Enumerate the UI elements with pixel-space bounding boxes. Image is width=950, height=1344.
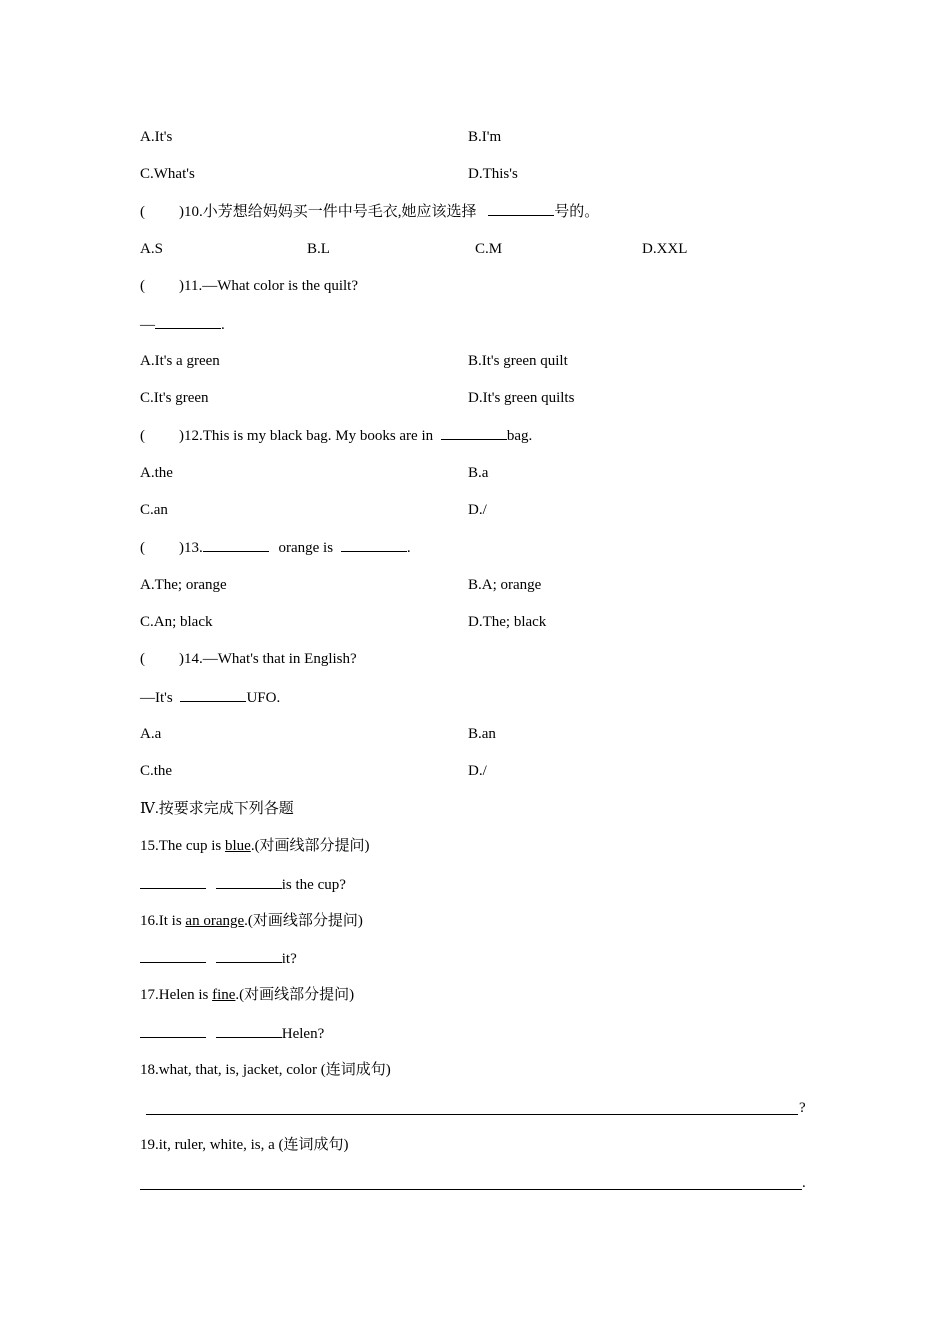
q15-underlined: blue bbox=[224, 838, 251, 854]
q12-option-d: D./ bbox=[468, 502, 487, 518]
q10-question bbox=[140, 201, 599, 221]
q16-pre: 16.It is bbox=[140, 913, 186, 929]
q10-answer-blank[interactable] bbox=[488, 201, 554, 216]
q19-end-mark: . bbox=[802, 1175, 806, 1191]
q16-underlined: an orange bbox=[185, 913, 245, 929]
q13-option-a: A.The; orange bbox=[140, 577, 227, 593]
q17-answer-line bbox=[140, 1023, 324, 1043]
q11-option-b: B.It's green quilt bbox=[468, 353, 568, 369]
q12-text: )12.This is my black bag. My books are in bbox=[179, 428, 434, 444]
q15-pre: 15.The cup is bbox=[140, 838, 225, 854]
q11-reply-dash: — bbox=[140, 317, 155, 333]
q19-answer-line[interactable] bbox=[140, 1189, 802, 1190]
q10-option-c: C.M bbox=[475, 241, 503, 257]
q17-post: .(对画线部分提问) bbox=[235, 987, 355, 1003]
q17-underlined: fine bbox=[212, 987, 236, 1003]
q10-option-a: A.S bbox=[140, 241, 163, 257]
q12-open-paren: ( bbox=[140, 428, 145, 444]
q13-answer-blank-1[interactable] bbox=[203, 537, 269, 552]
q17-answer-blank-2[interactable] bbox=[216, 1023, 282, 1038]
q11-question bbox=[140, 276, 358, 296]
q10-option-b: B.L bbox=[307, 241, 330, 257]
q13-mid: orange is bbox=[278, 540, 334, 556]
q13-option-d: D.The; black bbox=[468, 614, 547, 630]
q16-answer-blank-2[interactable] bbox=[216, 948, 282, 963]
q12-option-c: C.an bbox=[140, 502, 168, 518]
q9-option-b: B.I'm bbox=[468, 129, 502, 145]
q12-option-b: B.a bbox=[468, 465, 489, 481]
q14-option-c: C.the bbox=[140, 763, 173, 779]
q17-answer-tail: Helen? bbox=[281, 1026, 325, 1042]
q9-option-d: D.This's bbox=[468, 166, 518, 182]
q13-open-paren: ( bbox=[140, 540, 145, 556]
q16-question bbox=[140, 911, 363, 931]
q16-answer-tail: it? bbox=[281, 951, 297, 967]
q10-tail: 号的。 bbox=[554, 204, 600, 220]
q12-option-a: A.the bbox=[140, 465, 173, 481]
q14-open-paren: ( bbox=[140, 651, 145, 667]
q14-text: )14.—What's that in English? bbox=[179, 651, 357, 667]
q11-option-a: A.It's a green bbox=[140, 353, 220, 369]
q12-tail: bag. bbox=[506, 428, 533, 444]
q14-reply-head: —It's bbox=[140, 690, 173, 706]
q17-pre: 17.Helen is bbox=[140, 987, 213, 1003]
q15-post: .(对画线部分提问) bbox=[250, 838, 370, 854]
q13-option-c: C.An; black bbox=[140, 614, 213, 630]
q18-answer-line[interactable] bbox=[146, 1114, 798, 1115]
q13-question bbox=[140, 537, 411, 557]
q14-reply-tail: UFO. bbox=[246, 690, 281, 706]
q11-reply bbox=[140, 314, 225, 334]
q11-reply-end: . bbox=[221, 317, 225, 333]
q11-text: )11.—What color is the quilt? bbox=[179, 278, 358, 294]
q14-option-b: B.an bbox=[468, 726, 496, 742]
q15-answer-blank-2[interactable] bbox=[216, 874, 282, 889]
q15-question bbox=[140, 836, 370, 856]
q16-answer-blank-1[interactable] bbox=[140, 948, 206, 963]
q14-option-d: D./ bbox=[468, 763, 487, 779]
q16-answer-line bbox=[140, 948, 297, 968]
q14-reply bbox=[140, 687, 280, 707]
q13-text: )13. bbox=[179, 540, 203, 556]
q11-option-d: D.It's green quilts bbox=[468, 390, 575, 406]
section-4-title: Ⅳ.按要求完成下列各题 bbox=[140, 801, 294, 817]
q12-answer-blank[interactable] bbox=[441, 425, 507, 440]
q18-question: 18.what, that, is, jacket, color (连词成句) bbox=[140, 1062, 391, 1078]
q13-answer-blank-2[interactable] bbox=[341, 537, 407, 552]
q17-answer-blank-1[interactable] bbox=[140, 1023, 206, 1038]
q11-answer-blank[interactable] bbox=[155, 314, 221, 329]
q15-answer-blank-1[interactable] bbox=[140, 874, 206, 889]
q14-question bbox=[140, 649, 357, 669]
q9-option-a: A.It's bbox=[140, 129, 173, 145]
q12-question bbox=[140, 425, 532, 445]
q11-option-c: C.It's green bbox=[140, 390, 209, 406]
q14-answer-blank[interactable] bbox=[180, 687, 246, 702]
q13-tail: . bbox=[406, 540, 411, 556]
q14-option-a: A.a bbox=[140, 726, 162, 742]
q15-answer-tail: is the cup? bbox=[281, 877, 346, 893]
q16-post: .(对画线部分提问) bbox=[244, 913, 363, 929]
q15-answer-line bbox=[140, 874, 346, 894]
q11-open-paren: ( bbox=[140, 278, 145, 294]
q18-end-mark: ? bbox=[799, 1100, 806, 1116]
q10-option-d: D.XXL bbox=[642, 241, 688, 257]
q13-option-b: B.A; orange bbox=[468, 577, 542, 593]
q10-open-paren: ( bbox=[140, 204, 145, 220]
q10-text: )10.小芳想给妈妈买一件中号毛衣,她应该选择 bbox=[179, 204, 477, 220]
q19-question: 19.it, ruler, white, is, a (连词成句) bbox=[140, 1137, 349, 1153]
q17-question bbox=[140, 985, 354, 1005]
q9-option-c: C.What's bbox=[140, 166, 195, 182]
